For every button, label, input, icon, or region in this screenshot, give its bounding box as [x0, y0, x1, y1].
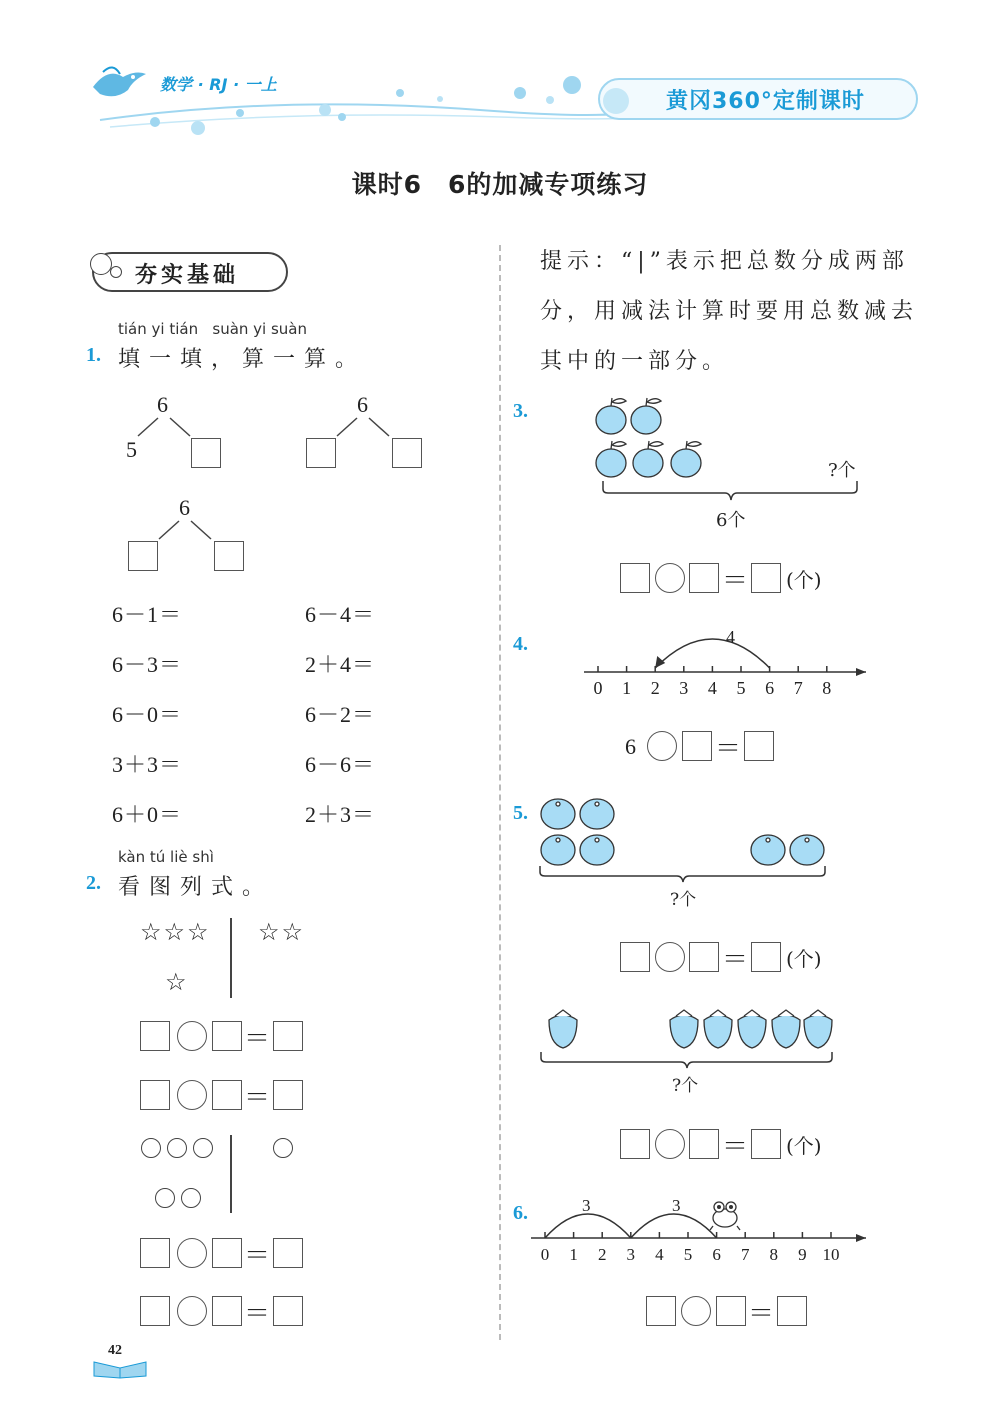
axis-arrow-icon	[856, 1234, 866, 1242]
q1-expr: 6－4＝	[305, 602, 376, 627]
answer-box[interactable]	[646, 1296, 676, 1326]
q4-start-number: 6	[625, 734, 636, 759]
strawberry-icon	[772, 1010, 800, 1048]
answer-box[interactable]	[140, 1238, 170, 1268]
answer-box[interactable]	[620, 563, 650, 593]
tree2-right-box[interactable]	[392, 438, 422, 468]
answer-box[interactable]	[273, 1296, 303, 1326]
strawberry-icon	[804, 1010, 832, 1048]
answer-box[interactable]	[751, 1129, 781, 1159]
circle-icon	[181, 1188, 201, 1208]
hint-line-3: 其中的一部分。	[540, 349, 730, 374]
tick-label: 9	[798, 1245, 807, 1264]
orange-icon	[751, 835, 785, 865]
q4-jump-label: 4	[726, 627, 735, 647]
q1-expr: 6－0＝	[112, 702, 183, 727]
answer-box[interactable]	[751, 942, 781, 972]
equals-sign: ＝	[244, 1241, 271, 1270]
operator-circle[interactable]	[655, 942, 685, 972]
operator-circle[interactable]	[177, 1238, 207, 1268]
unit-label: (个)	[786, 568, 822, 592]
header-right-label: 黄冈360°定制课时	[666, 89, 865, 114]
q5-label-a: ?个	[670, 890, 697, 910]
tick-label: 10	[822, 1245, 840, 1264]
q1-expr: 6－1＝	[112, 602, 183, 627]
tick-label: 5	[683, 1245, 693, 1264]
q3-unknown-label: ?个	[828, 460, 856, 481]
tick-label: 4	[707, 678, 717, 698]
circle-icon	[141, 1138, 161, 1158]
q1-pinyin: tián yi tián suàn yi suàn	[118, 320, 308, 338]
answer-box[interactable]	[689, 942, 719, 972]
tree1-right-box[interactable]	[191, 438, 221, 468]
answer-box[interactable]	[140, 1296, 170, 1326]
tick-label: 2	[597, 1245, 607, 1264]
unit-label: (个)	[786, 947, 822, 971]
q1-expr: 6－2＝	[305, 702, 376, 727]
q5-label-b: ?个	[672, 1076, 699, 1096]
answer-box[interactable]	[620, 942, 650, 972]
tick-label: 3	[679, 678, 689, 698]
q3-number: 3.	[513, 400, 528, 422]
axis-arrow-icon	[856, 668, 866, 676]
circle-icon	[273, 1138, 293, 1158]
apple-icon	[596, 398, 626, 434]
q1-expr: 6－6＝	[305, 752, 376, 777]
answer-box[interactable]	[273, 1080, 303, 1110]
stars-group-left-bottom: ☆	[165, 968, 189, 996]
column-divider	[499, 245, 501, 1340]
apple-icon	[631, 398, 661, 434]
operator-circle[interactable]	[655, 1129, 685, 1159]
orange-icon	[541, 835, 575, 865]
q6-number: 6.	[513, 1202, 528, 1224]
equals-sign: ＝	[722, 566, 749, 595]
tick-label: 8	[769, 1245, 779, 1264]
tick-label: 6	[765, 678, 775, 698]
tree2-top: 6	[357, 392, 368, 417]
tree3-top: 6	[179, 495, 190, 520]
jump-arrow-icon	[655, 656, 665, 668]
answer-box[interactable]	[716, 1296, 746, 1326]
q1-expr: 2＋3＝	[305, 802, 376, 827]
q5-number: 5.	[513, 802, 528, 824]
stars-group-left-top: ☆☆☆	[140, 918, 211, 946]
q5-brace-b	[541, 1052, 832, 1068]
answer-box[interactable]	[212, 1080, 242, 1110]
answer-box[interactable]	[212, 1238, 242, 1268]
q1-expr: 2＋4＝	[305, 652, 376, 677]
tick-label: 1	[622, 678, 632, 698]
q1-expr: 6－3＝	[112, 652, 183, 677]
hint-line-1: 提示：“|”表示把总数分成两部	[540, 249, 909, 274]
answer-box[interactable]	[682, 731, 712, 761]
jump-arc	[631, 1214, 717, 1238]
stars-group-right: ☆☆	[258, 918, 306, 946]
orange-icon	[580, 835, 614, 865]
frog-icon	[708, 1198, 742, 1232]
answer-box[interactable]	[689, 563, 719, 593]
q6-jump-label-a: 3	[582, 1196, 591, 1215]
strawberry-icon	[670, 1010, 698, 1048]
circle-icon	[155, 1188, 175, 1208]
circles-divider	[230, 1135, 232, 1213]
orange-icon	[790, 835, 824, 865]
section-title: 夯实基础	[135, 263, 240, 288]
tree3-left-box[interactable]	[128, 541, 158, 571]
operator-circle[interactable]	[177, 1021, 207, 1051]
lesson-title: 课时6 6的加减专项练习	[351, 170, 649, 199]
tree1-top: 6	[157, 392, 168, 417]
jump-arc	[655, 639, 769, 668]
equals-sign: ＝	[748, 1299, 775, 1328]
tick-label: 5	[736, 678, 746, 698]
tick-label: 6	[712, 1245, 721, 1264]
equals-sign: ＝	[244, 1083, 271, 1112]
tree2-left-box[interactable]	[306, 438, 336, 468]
unit-label: (个)	[786, 1134, 822, 1158]
q3-brace	[603, 481, 857, 500]
apple-icon	[596, 441, 626, 477]
q1-expr: 6＋0＝	[112, 802, 183, 827]
stars-divider	[230, 918, 232, 998]
answer-box[interactable]	[744, 731, 774, 761]
q2-pinyin: kàn tú liè shì	[118, 848, 214, 866]
header-pill-bubble-icon	[603, 88, 629, 114]
answer-box[interactable]	[273, 1238, 303, 1268]
tree3-right-box[interactable]	[214, 541, 244, 571]
q3-total-label: 6个	[716, 510, 746, 531]
orange-icon	[580, 799, 614, 829]
equals-sign: ＝	[722, 945, 749, 974]
hint-line-2: 分，用减法计算时要用总数减去	[540, 299, 919, 324]
tick-label: 3	[626, 1245, 636, 1264]
operator-circle[interactable]	[681, 1296, 711, 1326]
tick-label: 7	[740, 1245, 750, 1264]
tick-label: 1	[569, 1245, 578, 1264]
equals-sign: ＝	[244, 1024, 271, 1053]
q4-number: 4.	[513, 633, 528, 655]
strawberry-icon	[549, 1010, 577, 1048]
answer-box[interactable]	[751, 563, 781, 593]
section-badge-dot-icon	[110, 266, 122, 278]
tick-label: 0	[540, 1245, 550, 1264]
q2-text: 看图列式。	[118, 875, 274, 900]
circle-icon	[167, 1138, 187, 1158]
answer-box[interactable]	[273, 1021, 303, 1051]
equals-sign: ＝	[715, 734, 742, 763]
equals-sign: ＝	[722, 1132, 749, 1161]
operator-circle[interactable]	[655, 563, 685, 593]
bird-icon	[88, 62, 148, 102]
orange-icon	[541, 799, 575, 829]
q1-expr: 3＋3＝	[112, 752, 183, 777]
page-number: 42	[108, 1343, 122, 1358]
tick-label: 7	[793, 678, 803, 698]
q5-brace-a	[540, 866, 825, 882]
answer-box[interactable]	[620, 1129, 650, 1159]
circle-icon	[193, 1138, 213, 1158]
answer-box[interactable]	[777, 1296, 807, 1326]
q2-number: 2.	[86, 872, 101, 894]
tick-label: 0	[593, 678, 603, 698]
tree1-left: 5	[126, 437, 137, 462]
operator-circle[interactable]	[177, 1296, 207, 1326]
operator-circle[interactable]	[177, 1080, 207, 1110]
strawberry-icon	[738, 1010, 766, 1048]
apple-icon	[633, 441, 663, 477]
answer-box[interactable]	[140, 1021, 170, 1051]
tick-label: 4	[655, 1245, 664, 1264]
strawberry-icon	[704, 1010, 732, 1048]
q1-number: 1.	[86, 344, 101, 366]
header-left-label: 数学 · RJ · 一上	[160, 75, 277, 94]
answer-box[interactable]	[212, 1021, 242, 1051]
tick-label: 2	[650, 678, 660, 698]
equals-sign: ＝	[244, 1299, 271, 1328]
answer-box[interactable]	[140, 1080, 170, 1110]
answer-box[interactable]	[689, 1129, 719, 1159]
apple-icon	[671, 441, 701, 477]
tick-label: 8	[822, 678, 832, 698]
section-badge-circle-icon	[90, 253, 112, 275]
jump-arc	[545, 1214, 631, 1238]
q1-text: 填一填，算一算。	[118, 347, 367, 372]
answer-box[interactable]	[212, 1296, 242, 1326]
q6-jump-label-b: 3	[672, 1196, 681, 1215]
operator-circle[interactable]	[647, 731, 677, 761]
